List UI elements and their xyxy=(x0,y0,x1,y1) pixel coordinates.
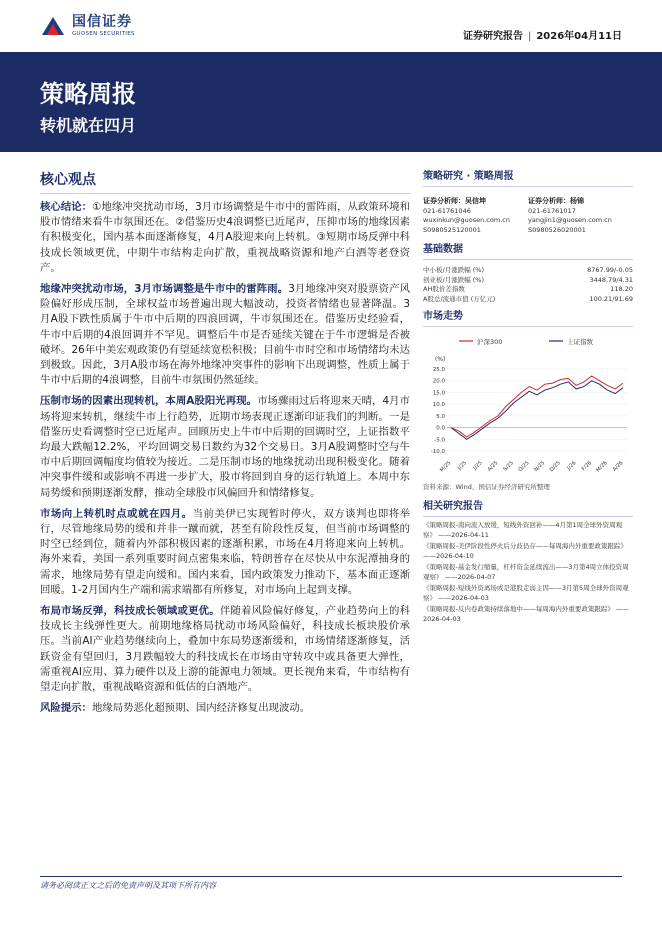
related-report-link[interactable]: 《策略周报-南向流入放缓，短线外资回补——4月第1周全球外资周观察》 ——2026-04-11 xyxy=(423,521,623,539)
basic-data-heading: 基础数据 xyxy=(423,243,633,260)
report-subtitle: 转机就在四月 xyxy=(40,116,137,135)
analyst-email[interactable]: wuxinkun@guosen.com.cn xyxy=(423,216,510,224)
table-row xyxy=(423,266,633,276)
y-axis-label: (%) xyxy=(435,356,446,364)
x-tick-label: M/26 xyxy=(595,460,609,474)
y-tick-label: 15.0 xyxy=(432,390,445,397)
x-tick-label: A/26 xyxy=(611,460,625,474)
core-views-heading: 核心观点 xyxy=(40,170,410,194)
paragraph-turning-point xyxy=(40,394,410,500)
company-logo xyxy=(40,14,135,38)
paragraph-text: 地缘局势恶化超预期、国内经济修复出现波动。 xyxy=(91,702,311,715)
analyst-block xyxy=(423,197,633,235)
title-banner xyxy=(0,52,662,152)
analyst-cert: S0980526020001 xyxy=(528,225,586,234)
paragraph-risk xyxy=(40,701,410,716)
related-report-link[interactable]: 《策略周报-反内卷政策持续落地中——每周海内外重要政策跟踪》 ——2026-04-03 xyxy=(423,605,629,623)
x-tick-label: N/25 xyxy=(533,460,547,474)
paragraph-lead: 风险提示： xyxy=(40,702,92,715)
paragraph-tech-growth xyxy=(40,604,410,695)
basic-data-table xyxy=(423,266,633,304)
paragraph-text: ①地缘冲突扰动市场，3月市场调整是牛市中的雷阵雨，从政策环境和股市情绪来看牛市氛围还在。②借鉴历史4浪调整已近尾声，压抑市场的地缘因素有积极变化，国内基本面逐渐修复，4月A股迎来向上转机。③短期市场反弹中科技成长领域更优，中期牛市结构走向扩散，重视战略资源和地产白酒等老登资产。 xyxy=(40,201,410,274)
analyst-card xyxy=(528,197,633,235)
sidebar-column xyxy=(423,170,633,626)
paragraph-lead: 市场向上转机时点或就在四月。 xyxy=(40,507,193,520)
guosen-logo-icon xyxy=(40,15,66,37)
related-report-link[interactable]: 《策略周报-美伊阶段性停火后分歧仍存——每周海内外重要政策跟踪》 ——2026-04-10 xyxy=(423,542,627,560)
paragraph-geopolitics xyxy=(40,282,410,388)
x-tick-label: F/26 xyxy=(580,460,594,473)
report-date: 2026年04月11日 xyxy=(536,31,622,42)
analyst-cert: S0980525120001 xyxy=(423,225,481,234)
x-tick-label: S/25 xyxy=(502,460,515,474)
x-tick-label: J/25 xyxy=(456,460,469,472)
related-report-link[interactable]: 《策略周报-基金发行缩量，杠杆资金延续流出——3月第4周立体投资周观察》 ——2026-04-07 xyxy=(423,563,629,581)
core-views-column xyxy=(40,170,410,723)
page-header xyxy=(0,0,662,52)
paragraph-april xyxy=(40,507,410,598)
table-row xyxy=(423,276,633,286)
x-tick-label: D/25 xyxy=(548,460,562,474)
footer-divider xyxy=(40,876,622,877)
footer-disclaimer: 请务必阅读正文之后的免责声明及其项下所有内容 xyxy=(40,881,216,890)
paragraph-text: 当前美伊已实现暂时停火，双方谈判也即将举行，尽管地缘局势的缓和并非一蹴而就，甚至有阶段性反复，但当前市场调整的时空已经到位，随着内外部积极因素的逐渐积累，市场在4月将迎来向上转机。海外来看，美国一系列重要时间点密集来临，特朗普存在尽快从中东泥潭抽身的需求，地缘局势有望走向缓和。国内来看，国内政策发力推动下，基本面正逐渐回暖。1-2月国内生产端和需求端都有所修复，对市场向上起到支撑。 xyxy=(40,507,410,596)
x-tick-label: J/26 xyxy=(566,460,578,472)
y-tick-label: 25.0 xyxy=(432,367,445,374)
market-trend-chart xyxy=(423,331,633,481)
y-tick-label: -10.0 xyxy=(430,449,445,456)
analyst-name: 杨锦 xyxy=(570,197,584,205)
paragraph-text: 市场骤雨过后将迎来天晴，4月市场将迎来转机，继续牛市上行趋势，近期市场表现正逐渐印证我们的判断。一是借鉴历史看调整时空已近尾声。回顾历史上牛市中后期的回调时空，上证指数平均最大跌幅12.2%，平均回调交易日数约为32个交易日。3月A股调整时空与牛市中后期回调幅度均值较为接近。二是压制市场的地缘扰动出现积极变化。随着冲突事件缓和或影响不再进一步扩大，股市将回到自身的运行轨道上。本周中东局势缓和预期逐渐发酵，推动全球股市风偏回升和情绪修复。 xyxy=(40,395,410,499)
paragraph-lead: 核心结论： xyxy=(40,201,93,213)
x-tick-label: A/25 xyxy=(486,460,500,474)
x-tick-label: J/25 xyxy=(472,460,484,472)
analyst-name: 吴信坤 xyxy=(465,197,486,205)
analyst-role: 证券分析师： xyxy=(423,197,465,205)
analyst-card xyxy=(423,197,528,235)
paragraph-text: 伴随着风险偏好修复，产业趋势向上的科技成长主线弹性更大。前期地缘格局扰动市场风险偏好，科技成长板块股价承压。当前AI产业趋势继续向上，叠加中东局势逐渐缓和，市场情绪逐渐修复，活跃资金有望回归，3月跌幅较大的科技成长在市场由守转攻中或具备更大弹性，需重视AI应用、算力硬件以及上游的能源电力领域。更长视角来看，牛市结构有望走向扩散，重视战略资源和低估的白酒地产。 xyxy=(40,605,411,694)
analyst-role: 证券分析师： xyxy=(528,197,570,205)
trend-chart-svg xyxy=(423,331,633,481)
y-tick-label: 0.0 xyxy=(436,425,445,432)
legend-label: 沪深300 xyxy=(477,338,503,347)
table-row xyxy=(423,295,633,305)
report-meta: 证券研究报告 | 2026年04月11日 xyxy=(462,31,622,42)
logo-cn: 国信证券 xyxy=(72,14,132,30)
y-tick-label: 20.0 xyxy=(432,379,445,386)
related-reports-list xyxy=(423,521,633,624)
logo-en: GUOSEN SECURITIES xyxy=(72,31,135,37)
analyst-phone: 021-61761017 xyxy=(528,206,576,215)
row-label: 创业板/月涨跌幅 (%) xyxy=(423,275,485,284)
row-value: 118.20 xyxy=(610,285,633,294)
legend-label: 上证指数 xyxy=(567,338,593,347)
table-row xyxy=(423,285,633,295)
market-trend-heading: 市场走势 xyxy=(423,310,633,327)
row-value: 8767.99/-0.05 xyxy=(587,266,633,274)
paragraph-text: 3月地缘冲突对股票资产风险偏好形成压制，全球权益市场普遍出现大幅波动，投资者情绪也显著降温。3月A股下跌性质属于牛市中后期的四浪回调，牛市氛围还在。借鉴历史经验看，牛市中后期的4浪回调并不罕见。调整后牛市是否延续关键在于牛市逻辑是否被破坏。26年中美宏观政策仍有望延续宽松积极；目前牛市时空和市场情绪均未达到极致。因此，3月A股市场在海外地缘冲突事件的影响下出现调整，性质上属于牛市中后期的4浪调整，目前牛市氛围仍然延续。 xyxy=(40,283,410,387)
paragraph-lead: 布局市场反弹，科技成长领域或更优。 xyxy=(40,605,220,618)
paragraph-core-conclusion xyxy=(40,200,410,276)
row-label: 中小板/月涨跌幅 (%) xyxy=(423,266,485,274)
related-report-link[interactable]: 《策略周报-短线外资离场或是港股走弱主因——3月第5周全球外资周观察》 ——2026-04-03 xyxy=(423,584,629,602)
x-tick-label: M/25 xyxy=(439,460,453,474)
row-label: AH股价差指数 xyxy=(423,285,465,294)
row-value: 3448.79/4.31 xyxy=(589,275,633,284)
report-type: 证券研究报告 xyxy=(462,31,523,42)
paragraph-lead: 地缘冲突扰动市场，3月市场调整是牛市中的雷阵雨。 xyxy=(40,283,289,296)
analyst-phone: 021-61761046 xyxy=(423,206,471,215)
related-reports-heading: 相关研究报告 xyxy=(423,500,633,517)
y-tick-label: 10.0 xyxy=(432,402,445,409)
y-tick-label: 5.0 xyxy=(436,414,445,421)
report-title: 策略周报 xyxy=(40,80,136,108)
paragraph-lead: 压制市场的因素出现转机，本周A股阳光再现。 xyxy=(40,395,258,408)
analyst-email[interactable]: yangjin1@guosen.com.cn xyxy=(528,216,612,224)
x-tick-label: O/25 xyxy=(517,460,531,474)
row-value: 100.21/91.69 xyxy=(589,294,633,303)
row-label: A股总/流通市值 (万亿元) xyxy=(423,294,496,303)
y-tick-label: -5.0 xyxy=(434,437,445,444)
report-category: 策略研究 · 策略周报 xyxy=(423,170,633,187)
chart-source: 资料来源：Wind、国信证券经济研究所整理 xyxy=(423,483,550,492)
